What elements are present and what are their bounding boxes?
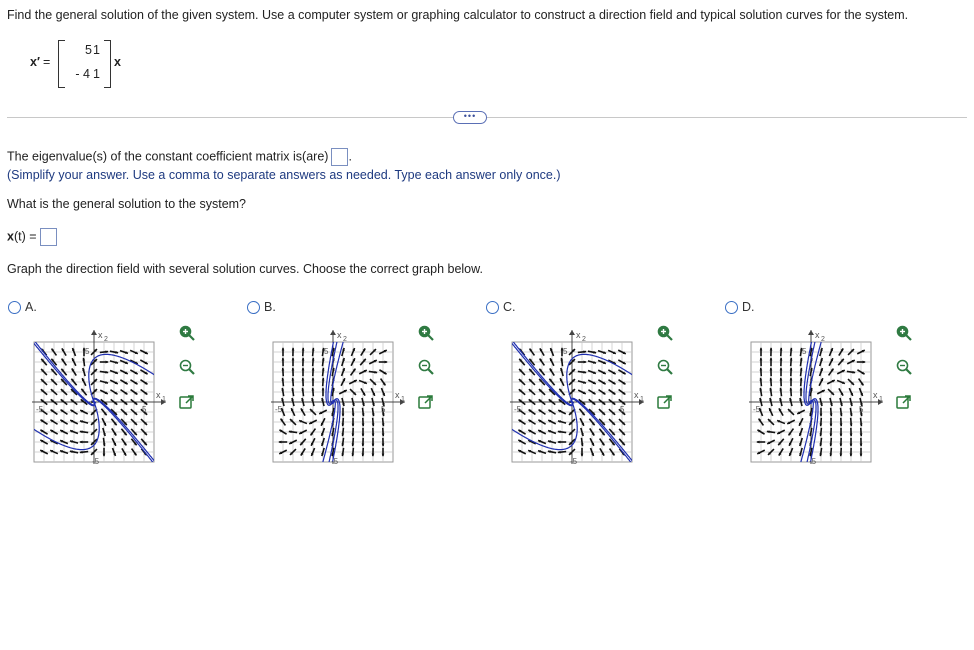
tick-label: 5 xyxy=(620,405,625,414)
tick-label: -5 xyxy=(275,405,283,414)
option-b[interactable] xyxy=(247,298,477,468)
general-solution-row xyxy=(7,228,57,246)
problem-instruction: Find the general solution of the given system. Use a computer system or graphing calculator to construct a direction field and typical solution curves for the system. xyxy=(7,8,909,22)
option-letter: C. xyxy=(503,300,516,314)
option-letter: A. xyxy=(25,300,37,314)
eigenvalue-hint: (Simplify your answer. Use a comma to separate answers as needed. Type each answer only once.) xyxy=(7,168,561,182)
zoom-out-icon[interactable] xyxy=(895,358,913,376)
tick-label: -5 xyxy=(36,405,44,414)
tick-label: -5 xyxy=(570,457,578,466)
x-of-t-rest: (t) = xyxy=(13,229,37,244)
section-divider xyxy=(7,117,967,118)
eigenvalue-answer-box[interactable] xyxy=(331,148,348,166)
tick-label: 5 xyxy=(859,405,864,414)
matrix-cell: 1 xyxy=(93,67,100,81)
tick-label: -5 xyxy=(514,405,522,414)
zoom-out-icon[interactable] xyxy=(656,358,674,376)
y-axis-arrowhead xyxy=(808,330,814,335)
y-axis-label: x xyxy=(98,330,103,340)
expand-icon[interactable] xyxy=(178,393,196,411)
direction-field-graph xyxy=(28,320,178,466)
expand-icon[interactable] xyxy=(656,393,674,411)
tick-label: 5 xyxy=(381,405,386,414)
graph-question: Graph the direction field with several solution curves. Choose the correct graph below. xyxy=(7,262,483,276)
tick-label: -5 xyxy=(753,405,761,414)
y-axis-subscript: 2 xyxy=(104,336,108,343)
y-axis-label: x xyxy=(576,330,581,340)
x-axis-subscript: 1 xyxy=(640,396,644,403)
option-a[interactable] xyxy=(8,298,238,468)
zoom-out-icon[interactable] xyxy=(417,358,435,376)
radio-button[interactable] xyxy=(725,301,738,314)
x-vector-label: x xyxy=(114,55,121,69)
tick-label: 5 xyxy=(85,347,90,356)
period: . xyxy=(348,149,352,164)
x-axis-subscript: 1 xyxy=(162,396,166,403)
option-d[interactable] xyxy=(725,298,955,468)
matrix-cell: 1 xyxy=(93,43,100,57)
matrix-cell: 5 xyxy=(85,43,92,57)
direction-field-graph xyxy=(745,320,895,466)
tick-label: -5 xyxy=(809,457,817,466)
tick-label: 5 xyxy=(563,347,568,356)
x-axis-label: x xyxy=(634,390,639,400)
tick-label: 5 xyxy=(324,347,329,356)
y-axis-arrowhead xyxy=(330,330,336,335)
equals-sign: = xyxy=(43,55,51,69)
general-solution-question: What is the general solution to the system? xyxy=(7,197,247,211)
tick-label: 5 xyxy=(802,347,807,356)
radio-button[interactable] xyxy=(247,301,260,314)
zoom-in-icon[interactable] xyxy=(417,324,435,342)
option-letter: B. xyxy=(264,300,276,314)
x-prime-label: x′ xyxy=(30,55,40,69)
zoom-in-icon[interactable] xyxy=(178,324,196,342)
direction-field-graph xyxy=(506,320,656,466)
matrix-right-bracket xyxy=(104,40,111,88)
tick-label: 5 xyxy=(142,405,147,414)
eigenvalue-question-text: The eigenvalue(s) of the constant coefficient matrix is(are) xyxy=(7,149,329,164)
y-axis-subscript: 2 xyxy=(343,336,347,343)
radio-button[interactable] xyxy=(8,301,21,314)
direction-field-graph xyxy=(267,320,417,466)
y-axis-arrowhead xyxy=(91,330,97,335)
expand-icon[interactable] xyxy=(895,393,913,411)
more-button[interactable]: ••• xyxy=(453,111,487,124)
tick-label: -5 xyxy=(92,457,100,466)
zoom-in-icon[interactable] xyxy=(895,324,913,342)
radio-button[interactable] xyxy=(486,301,499,314)
x-axis-label: x xyxy=(873,390,878,400)
y-axis-subscript: 2 xyxy=(821,336,825,343)
eigenvalue-question xyxy=(7,148,352,166)
matrix-cell: - 4 xyxy=(75,67,90,81)
x-bold: x xyxy=(7,229,14,244)
tick-label: -5 xyxy=(331,457,339,466)
general-solution-answer-box[interactable] xyxy=(40,228,57,246)
y-axis-label: x xyxy=(337,330,342,340)
x-axis-label: x xyxy=(395,390,400,400)
option-letter: D. xyxy=(742,300,755,314)
x-of-t-label xyxy=(7,229,37,243)
y-axis-subscript: 2 xyxy=(582,336,586,343)
expand-icon[interactable] xyxy=(417,393,435,411)
x-axis-subscript: 1 xyxy=(879,396,883,403)
y-axis-arrowhead xyxy=(569,330,575,335)
system-equation xyxy=(26,38,136,92)
x-axis-label: x xyxy=(156,390,161,400)
zoom-in-icon[interactable] xyxy=(656,324,674,342)
y-axis-label: x xyxy=(815,330,820,340)
x-axis-subscript: 1 xyxy=(401,396,405,403)
zoom-out-icon[interactable] xyxy=(178,358,196,376)
option-c[interactable] xyxy=(486,298,716,468)
